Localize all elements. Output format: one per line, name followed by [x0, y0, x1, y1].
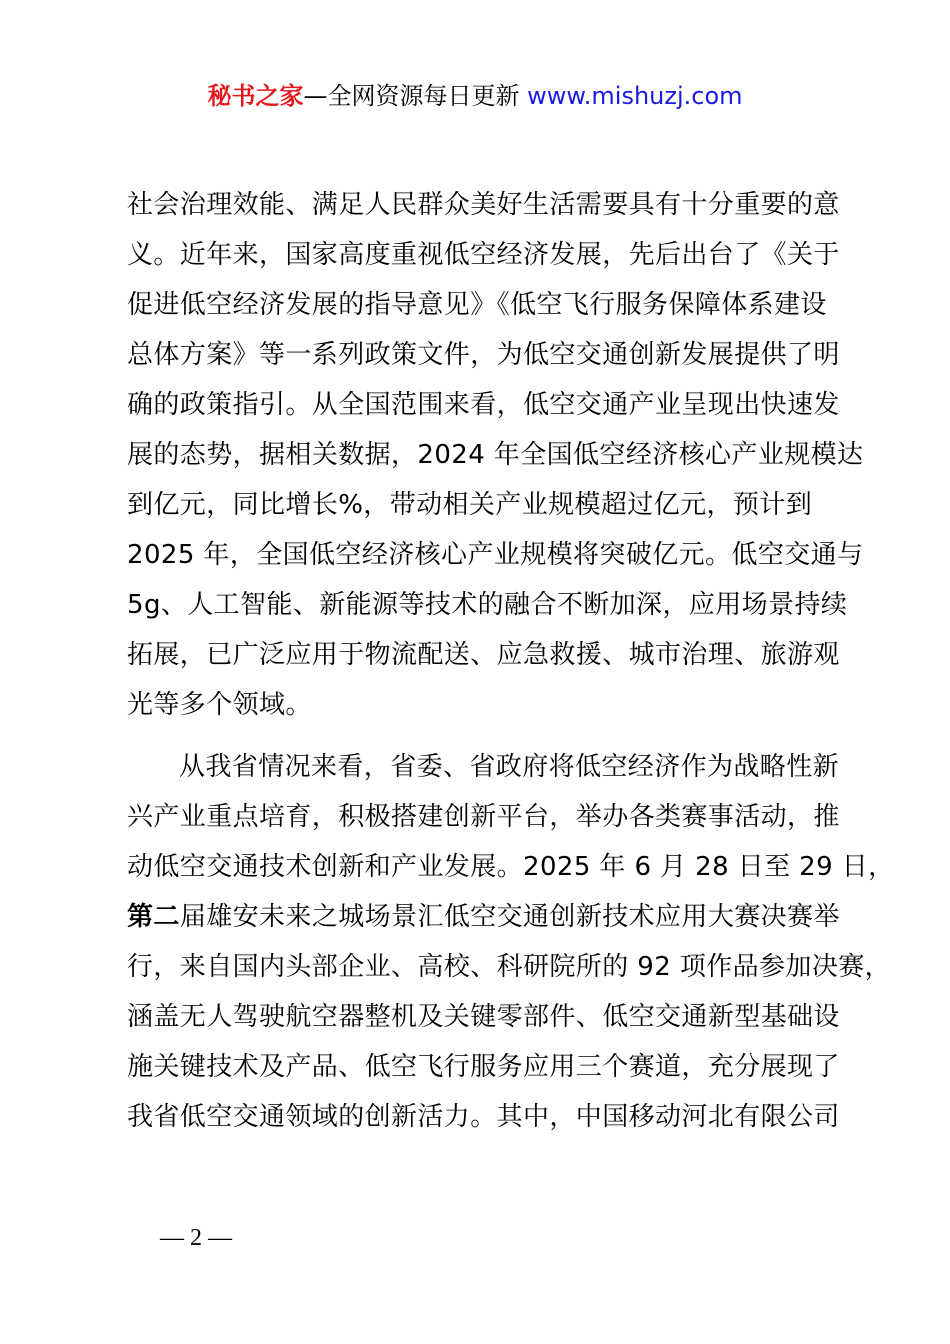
text-line: 兴产业重点培育，积极搭建创新平台，举办各类赛事活动，推 — [127, 802, 840, 832]
text-segment: 届雄安未来之城场景汇低空交通创新技术应用大赛决赛举 — [179, 902, 840, 932]
site-tagline: —全网资源每日更新 — [303, 82, 520, 110]
text-line: 总体方案》等一系列政策文件，为低空交通创新发展提供了明 — [127, 340, 840, 370]
text-line: 光等多个领域。 — [127, 690, 312, 720]
document-body — [127, 180, 895, 1142]
text-line: 拓展，已广泛应用于物流配送、应急救援、城市治理、旅游观 — [127, 640, 840, 670]
site-header — [0, 80, 950, 112]
brand-name: 秘书之家 — [207, 82, 304, 110]
text-line — [127, 892, 840, 942]
paragraph-2 — [127, 742, 895, 1142]
text-line: 确的政策指引。从全国范围来看，低空交通产业呈现出快速发 — [127, 390, 840, 420]
text-line: 2025 年，全国低空经济核心产业规模将突破亿元。低空交通与 — [127, 540, 864, 570]
bold-text: 第二 — [127, 902, 180, 932]
text-line: 促进低空经济发展的指导意见》《低空飞行服务保障体系建设 — [127, 290, 827, 320]
text-line: 展的态势，据相关数据，2024 年全国低空经济核心产业规模达 — [127, 440, 864, 470]
text-line: 从我省情况来看，省委、省政府将低空经济作为战略性新 — [179, 752, 840, 782]
paragraph-1 — [127, 180, 864, 730]
text-line: 施关键技术及产品、低空飞行服务应用三个赛道，充分展现了 — [127, 1052, 840, 1082]
page-number: — 2 — — [160, 1225, 232, 1251]
site-url-link[interactable]: www.mishuzj.com — [527, 82, 743, 110]
text-line: 社会治理效能、满足人民群众美好生活需要具有十分重要的意 — [127, 190, 840, 220]
text-line: 行，来自国内头部企业、高校、科研院所的 92 项作品参加决赛， — [127, 952, 892, 982]
text-line: 义。近年来，国家高度重视低空经济发展，先后出台了《关于 — [127, 240, 840, 270]
text-line: 动低空交通技术创新和产业发展。2025 年 6 月 28 日至 29 日， — [127, 852, 895, 882]
text-line: 我省低空交通领域的创新活力。其中，中国移动河北有限公司 — [127, 1102, 840, 1132]
text-line: 涵盖无人驾驶航空器整机及关键零部件、低空交通新型基础设 — [127, 1002, 840, 1032]
text-line: 5g、人工智能、新能源等技术的融合不断加深，应用场景持续 — [127, 590, 848, 620]
text-line: 到亿元，同比增长%，带动相关产业规模超过亿元，预计到 — [127, 490, 813, 520]
